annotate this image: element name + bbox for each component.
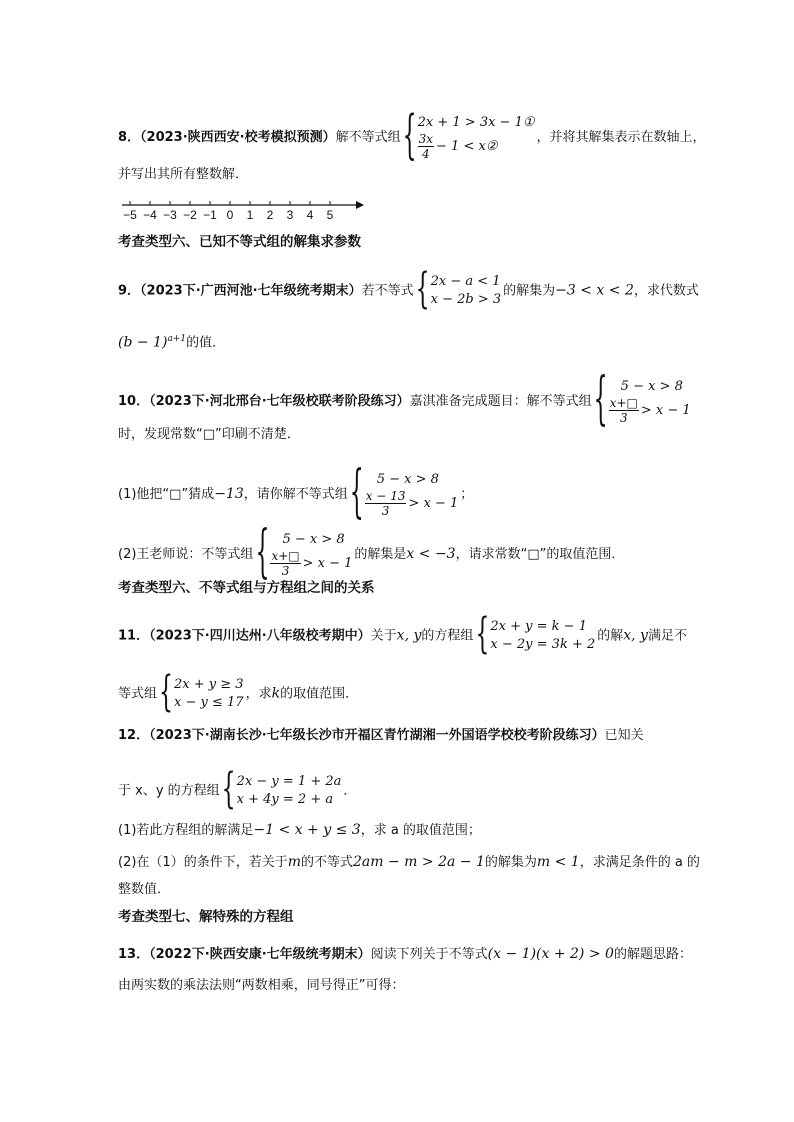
q13-source: （2022下·陕西安康·七年级统考期末）: [149, 947, 371, 962]
q8-text-c: 并写出其所有整数解．: [118, 167, 249, 182]
left-brace: {: [159, 669, 174, 717]
q12-text-b: 于 x、y 的方程组: [118, 783, 220, 799]
q10-p2-sys-row2: [270, 549, 352, 578]
q8-sys-row2: [418, 132, 535, 161]
q12-number: 12．: [118, 728, 150, 743]
q8-fraction: [418, 132, 434, 161]
q12-sys-row2: x + 4y = 2 + a: [236, 792, 334, 807]
q9-sys-row1: 2x − a < 1: [430, 274, 501, 289]
q11-inequality-system: [159, 669, 244, 717]
number-line-label: 3: [286, 208, 294, 222]
q12-p2-ineq: 2am − m > 2a − 1: [353, 854, 485, 870]
number-line-arrow: [356, 201, 364, 209]
number-line-label: −3: [163, 208, 177, 222]
number-line-label: 2: [266, 208, 274, 222]
q9-inequality-system: [415, 266, 502, 314]
q9-text-d: 的值．: [186, 335, 226, 351]
q8-sys-row1: 2x + 1 > 3x − 1①: [417, 115, 535, 130]
q13-text-c: 由两实数的乘法法则“两数相乘，同号得正”可得：: [118, 978, 405, 993]
q12-p2-sol: m < 1: [536, 854, 580, 870]
q12-p2-text-a: 在（1）的条件下，若关于: [136, 855, 288, 870]
q12-p2-text-e: 整数值．: [118, 882, 171, 897]
q8-text-b: ，并将其解集表示在数轴上，: [536, 130, 706, 145]
q11-ineq-row2: x − y ≤ 17: [174, 695, 244, 710]
q10-p1-text-c: ；: [460, 487, 474, 502]
q11-line1: [118, 611, 687, 659]
q10-p2-frac-den: 3: [281, 564, 290, 578]
q13-line1: [118, 944, 692, 965]
q9-expr-exp: a+1: [167, 334, 187, 344]
q11-var-k: k: [271, 685, 281, 702]
q10-p2-frac-num: x+□: [271, 549, 300, 563]
q8-frac-num: 3x: [418, 132, 434, 146]
q12-line2: [118, 766, 357, 814]
q11-vars: x, y: [396, 627, 422, 644]
q10-p2-inequality-system: [255, 520, 353, 586]
q13-text-b: 的解题思路：: [613, 947, 692, 962]
left-brace: {: [475, 611, 490, 659]
q11-text-f: ，求: [245, 686, 272, 702]
q11-text-b: 的方程组: [421, 628, 474, 644]
q10-p2-sys-row2-rest: > x − 1: [302, 556, 353, 571]
q9-text-c: ，求代数式: [633, 283, 699, 299]
q9-expr-base: (b − 1): [118, 334, 168, 351]
q9-source: （2023下·广西河池·七年级统考期末）: [140, 283, 362, 299]
q12-part2-cont: [118, 880, 170, 900]
q12-p1-label: (1): [118, 823, 137, 838]
q10-sys-row2: [609, 396, 691, 425]
q8-line1: [118, 106, 706, 167]
q10-p2-fraction: [270, 549, 300, 578]
number-line-label: 5: [326, 208, 334, 222]
q11-text-e: 等式组: [118, 686, 158, 702]
q10-p1-frac-num: x − 13: [365, 489, 406, 503]
q12-p2-text-b: 的不等式: [300, 855, 353, 870]
left-brace: {: [402, 106, 417, 167]
q10-p2-text-c: ，请求常数“□”的取值范围．: [455, 547, 625, 562]
q12-equation-system: [221, 766, 342, 814]
q13-text-a: 阅读下列关于不等式: [370, 947, 488, 962]
q11-sys-row1: 2x + y = k − 1: [490, 619, 587, 634]
q10-line2: [118, 425, 300, 445]
section-heading-6b: 考查类型六、不等式组与方程组之间的关系: [118, 580, 375, 596]
q11-text-a: 关于: [370, 628, 397, 644]
q10-fraction: [609, 396, 639, 425]
q9-solution: −3 < x < 2: [555, 282, 634, 299]
q10-sys-row2-rest: > x − 1: [640, 403, 691, 418]
q11-ineq-row1: 2x + y ≥ 3: [174, 677, 244, 692]
q11-line2: [118, 669, 359, 717]
q10-sys-row1: 5 − x > 8: [620, 379, 683, 394]
q10-inequality-system: [593, 367, 691, 433]
q8-text-a: 解不等式组: [335, 130, 401, 145]
q10-p1-sys-row2-rest: > x − 1: [408, 496, 459, 511]
q13-number: 13．: [118, 947, 150, 962]
number-line-label: −5: [123, 208, 137, 222]
q12-line1: [118, 726, 644, 746]
q8-sys-row2-rest: − 1 < x②: [436, 139, 498, 154]
q12-p2-text-c: 的解集为: [484, 855, 537, 870]
q10-p2-sys-row1: 5 − x > 8: [282, 532, 345, 547]
q8-line2: [118, 165, 248, 185]
q10-source: （2023下·河北邢台·七年级校联考阶段练习）: [149, 394, 410, 409]
number-line-label: 0: [226, 208, 234, 222]
q10-text-b: 时，发现常数“□”印刷不清楚．: [118, 427, 300, 442]
q11-text-d: 满足不: [647, 628, 687, 644]
q11-text-c: 的解: [597, 628, 624, 644]
number-line-label: 1: [246, 208, 254, 222]
q10-p1-label: (1): [118, 487, 137, 502]
q10-frac-num: x+□: [609, 396, 638, 410]
q12-text-c: ．: [343, 783, 357, 799]
number-line-label: −2: [183, 208, 197, 222]
section-heading-6a: 考查类型六、已知不等式组的解集求参数: [118, 234, 361, 250]
q12-sys-row1: 2x − y = 1 + 2a: [236, 774, 342, 789]
number-line: [118, 197, 368, 225]
q10-p1-text-a: 他把“□”猜成: [136, 487, 215, 502]
q9-line2: [118, 329, 225, 353]
q10-frac-den: 3: [619, 411, 628, 425]
q8-inequality-system: [402, 106, 535, 167]
q11-sys-row2: x − 2y = 3k + 2: [490, 637, 596, 652]
q11-vars-2: x, y: [623, 627, 648, 644]
q13-ineq: (x − 1)(x + 2) > 0: [487, 946, 614, 962]
q10-line1: [118, 367, 693, 433]
q12-p1-cond: −1 < x + y ≤ 3: [253, 822, 361, 838]
q9-line1: [118, 266, 699, 314]
q12-part2: [118, 852, 700, 873]
q9-text-b: 的解集为: [503, 283, 556, 299]
q10-p2-label: (2): [118, 547, 137, 562]
q10-number: 10．: [118, 394, 150, 409]
left-brace: {: [221, 766, 236, 814]
q12-p2-label: (2): [118, 855, 137, 870]
q10-p1-inequality-system: [349, 460, 459, 526]
q9-text-a: 若不等式: [361, 283, 414, 299]
q11-text-g: 的取值范围．: [280, 686, 359, 702]
q9-sys-row2: x − 2b > 3: [430, 292, 502, 307]
q10-p2-solution: x < −3: [406, 546, 456, 562]
q12-p2-var: m: [287, 854, 301, 870]
q11-equation-system: [475, 611, 596, 659]
q10-part2: [118, 520, 625, 586]
q10-p1-sys-row2: [365, 489, 459, 518]
left-brace: {: [415, 266, 430, 314]
q11-source: （2023下·四川达州·八年级校考期中）: [149, 628, 371, 644]
q12-p1-text-a: 若此方程组的解满足: [136, 823, 254, 838]
q10-p2-text-a: 王老师说：不等式组: [136, 547, 254, 562]
q8-source: （2023·陕西西安·校考模拟预测）: [140, 130, 336, 145]
q12-p2-text-d: ，求满足条件的 a 的: [579, 855, 700, 870]
q12-part1: [118, 820, 481, 841]
q8-number: 8．: [118, 130, 141, 145]
q10-p1-value: −13: [214, 486, 244, 502]
number-line-label: 4: [306, 208, 314, 222]
q10-p1-text-b: ，请你解不等式组: [243, 487, 348, 502]
left-brace: {: [255, 520, 270, 586]
q11-number: 11．: [118, 628, 150, 644]
q10-p1-fraction: [365, 489, 407, 518]
q12-text-a: 已知关: [604, 728, 644, 743]
q13-line2: [118, 976, 404, 996]
q10-part1: [118, 460, 474, 526]
section-heading-7: 考查类型七、解特殊的方程组: [118, 909, 294, 925]
number-line-label: −1: [203, 208, 217, 222]
left-brace: {: [593, 367, 608, 433]
q8-frac-den: 4: [422, 147, 430, 161]
q12-source: （2023下·湖南长沙·七年级长沙市开福区青竹湖湘一外国语学校校考阶段练习）: [149, 728, 605, 743]
q9-number: 9．: [118, 283, 141, 299]
left-brace: {: [349, 460, 364, 526]
q12-p1-text-b: ，求 a 的取值范围；: [360, 823, 481, 838]
q10-p1-sys-row1: 5 − x > 8: [376, 472, 439, 487]
q10-p2-text-b: 的解集是: [354, 547, 407, 562]
q10-text-a: 嘉淇准备完成题目：解不等式组: [409, 394, 592, 409]
number-line-label: −4: [143, 208, 157, 222]
q10-p1-frac-den: 3: [381, 504, 390, 518]
